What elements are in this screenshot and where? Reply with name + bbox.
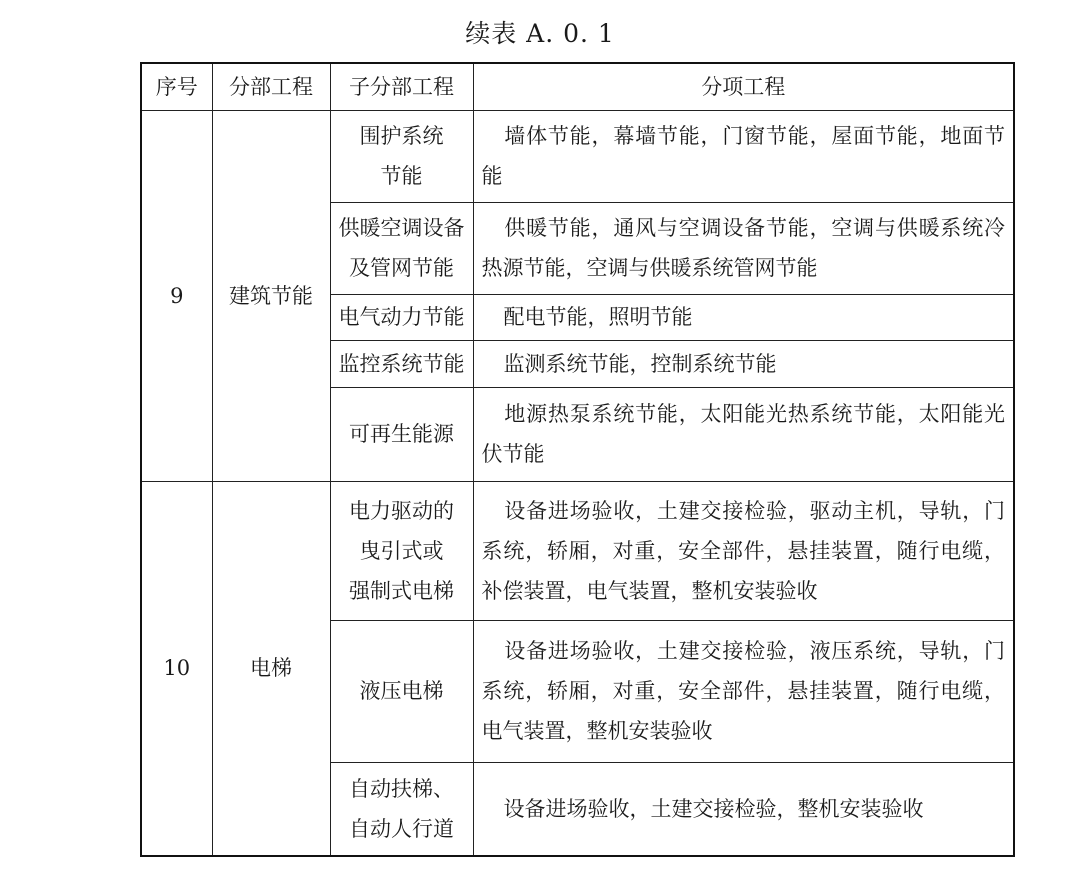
division-table (140, 62, 1015, 857)
items-cell (473, 340, 1014, 387)
subdivision-line: 自动人行道 (349, 816, 454, 841)
subdivision-line: 电力驱动的 (349, 498, 454, 523)
subdivision-cell (330, 294, 473, 340)
items-cell (473, 294, 1014, 340)
items-cell (473, 110, 1014, 202)
subdivision-line: 可再生能源 (349, 422, 454, 446)
subdivision-cell (330, 762, 473, 856)
subdivision-line: 及管网节能 (349, 256, 454, 280)
subdivision-line: 节能 (380, 164, 423, 188)
header-row (141, 63, 1014, 110)
items-text: 监测系统节能，控制系统节能 (503, 351, 777, 376)
subdivision-cell (330, 340, 473, 387)
items-text: 设备进场验收，土建交接检验，液压系统，导轨，门系统，轿厢，对重，安全部件，悬挂装置，随行电缆，电气装置，整机安装验收 (481, 639, 1005, 743)
subdivision-line: 强制式电梯 (349, 578, 454, 603)
items-cell (473, 620, 1014, 762)
items-cell (473, 202, 1014, 294)
items-text: 墙体节能，幕墙节能，门窗节能，屋面节能，地面节能 (481, 124, 1005, 188)
subdivision-line: 液压电梯 (359, 679, 444, 703)
subdivision-line: 自动扶梯、 (349, 776, 454, 801)
items-text: 配电节能，照明节能 (503, 305, 693, 329)
header-items: 分项工程 (473, 63, 1014, 110)
subdivision-line: 供暖空调设备 (338, 216, 465, 240)
table-row (141, 110, 1014, 202)
subdivision-cell (330, 387, 473, 481)
table-row (141, 481, 1014, 620)
subdivision-line: 电气动力节能 (338, 305, 465, 329)
division-cell: 建筑节能 (212, 110, 330, 481)
subdivision-cell (330, 202, 473, 294)
items-cell (473, 762, 1014, 856)
subdivision-cell (330, 110, 473, 202)
seq-cell: 9 (141, 110, 212, 481)
division-cell: 电梯 (212, 481, 330, 856)
seq-cell: 10 (141, 481, 212, 856)
header-seq: 序号 (141, 63, 212, 110)
items-text: 设备进场验收，土建交接检验，整机安装验收 (503, 796, 924, 821)
items-text: 供暖节能，通风与空调设备节能，空调与供暖系统冷热源节能，空调与供暖系统管网节能 (481, 216, 1005, 280)
items-text: 地源热泵系统节能，太阳能光热系统节能，太阳能光伏节能 (481, 402, 1005, 466)
table-caption: 续表 A. 0. 1 (465, 19, 615, 48)
header-subdivision: 子分部工程 (330, 63, 473, 110)
subdivision-cell (330, 481, 473, 620)
items-text: 设备进场验收，土建交接检验，驱动主机，导轨，门系统，轿厢，对重，安全部件，悬挂装置，随行电缆，补偿装置，电气装置，整机安装验收 (481, 498, 1005, 603)
subdivision-line: 曳引式或 (359, 538, 444, 563)
subdivision-line: 监控系统节能 (338, 351, 465, 376)
subdivision-line: 围护系统 (359, 124, 444, 148)
header-division: 分部工程 (212, 63, 330, 110)
subdivision-cell (330, 620, 473, 762)
items-cell (473, 387, 1014, 481)
items-cell (473, 481, 1014, 620)
